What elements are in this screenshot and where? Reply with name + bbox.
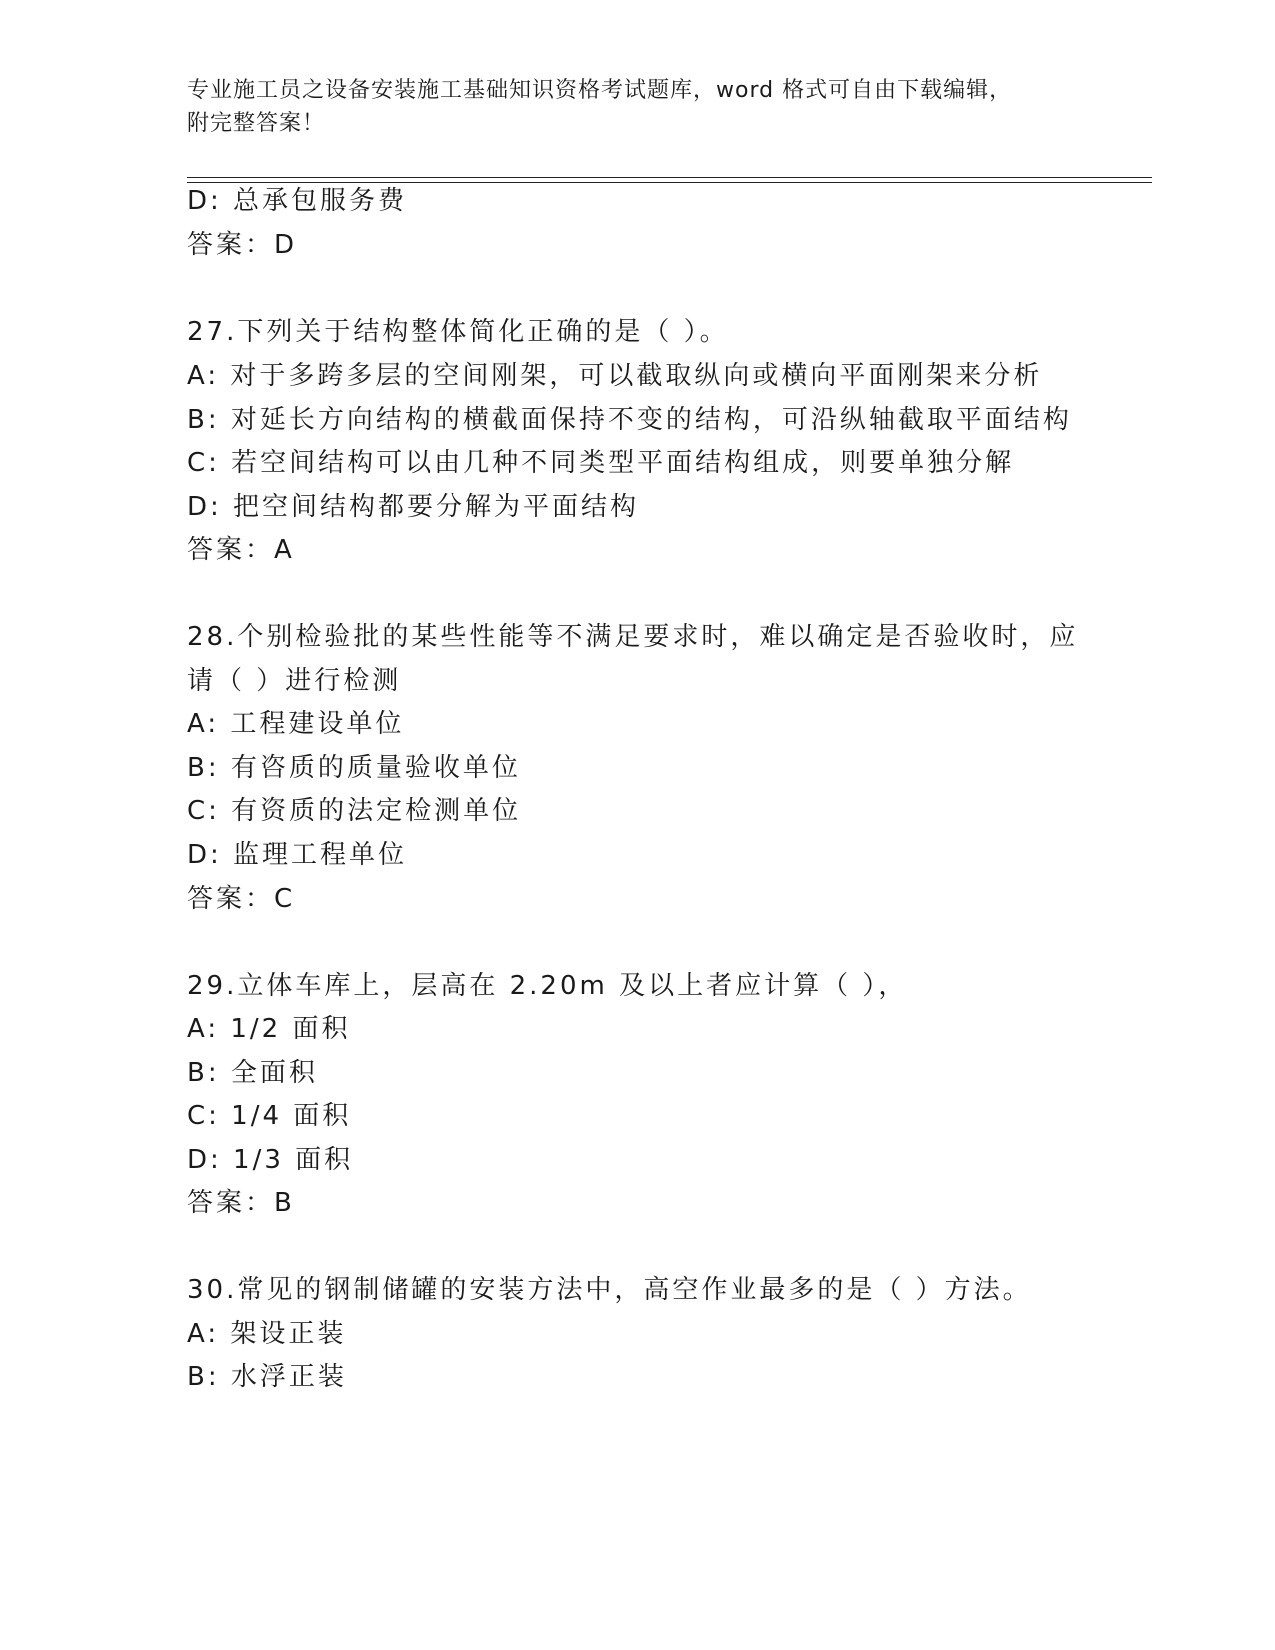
option-b-q27: B: 对延长方向结构的横截面保持不变的结构，可沿纵轴截取平面结构: [187, 405, 1072, 435]
option-c-q27: C: 若空间结构可以由几种不同类型平面结构组成，则要单独分解: [187, 448, 1015, 478]
option-a-q30: A: 架设正装: [187, 1319, 347, 1349]
question-28-line-2: 请（ ）进行检测: [187, 666, 402, 696]
header-line-1: 专业施工员之设备安装施工基础知识资格考试题库，word 格式可自由下载编辑，: [187, 78, 1013, 103]
document-header: [187, 74, 1067, 140]
option-a-q29: A: 1/2 面积: [187, 1014, 351, 1044]
option-c-q29: C: 1/4 面积: [187, 1101, 352, 1131]
question-28-line-1: 28.个别检验批的某些性能等不满足要求时，难以确定是否验收时，应: [187, 622, 1079, 652]
option-a-q27: A: 对于多跨多层的空间刚架，可以截取纵向或横向平面刚架来分析: [187, 361, 1043, 391]
question-27: 27.下列关于结构整体简化正确的是（ ）。: [187, 317, 729, 347]
header-divider-bottom: [187, 182, 1152, 183]
answer-q27: 答案：A: [187, 535, 295, 565]
option-a-q28: A: 工程建设单位: [187, 709, 405, 739]
option-d-q27: D: 把空间结构都要分解为平面结构: [187, 492, 640, 522]
answer-q29: 答案：B: [187, 1188, 295, 1218]
question-29: 29.立体车库上，层高在 2.20m 及以上者应计算（ ），: [187, 971, 908, 1001]
option-d-q26: D: 总承包服务费: [187, 186, 408, 216]
question-30: 30.常见的钢制储罐的安装方法中，高空作业最多的是（ ）方法。: [187, 1275, 1032, 1305]
answer-q26: 答案：D: [187, 230, 298, 260]
option-b-q29: B: 全面积: [187, 1058, 318, 1088]
option-d-q28: D: 监理工程单位: [187, 840, 408, 870]
answer-q28: 答案：C: [187, 884, 296, 914]
option-d-q29: D: 1/3 面积: [187, 1145, 354, 1175]
header-divider-top: [187, 177, 1152, 178]
option-b-q30: B: 水浮正装: [187, 1362, 347, 1392]
option-c-q28: C: 有资质的法定检测单位: [187, 796, 522, 826]
header-line-2: 附完整答案！: [187, 111, 326, 136]
option-b-q28: B: 有咨质的质量验收单位: [187, 753, 521, 783]
